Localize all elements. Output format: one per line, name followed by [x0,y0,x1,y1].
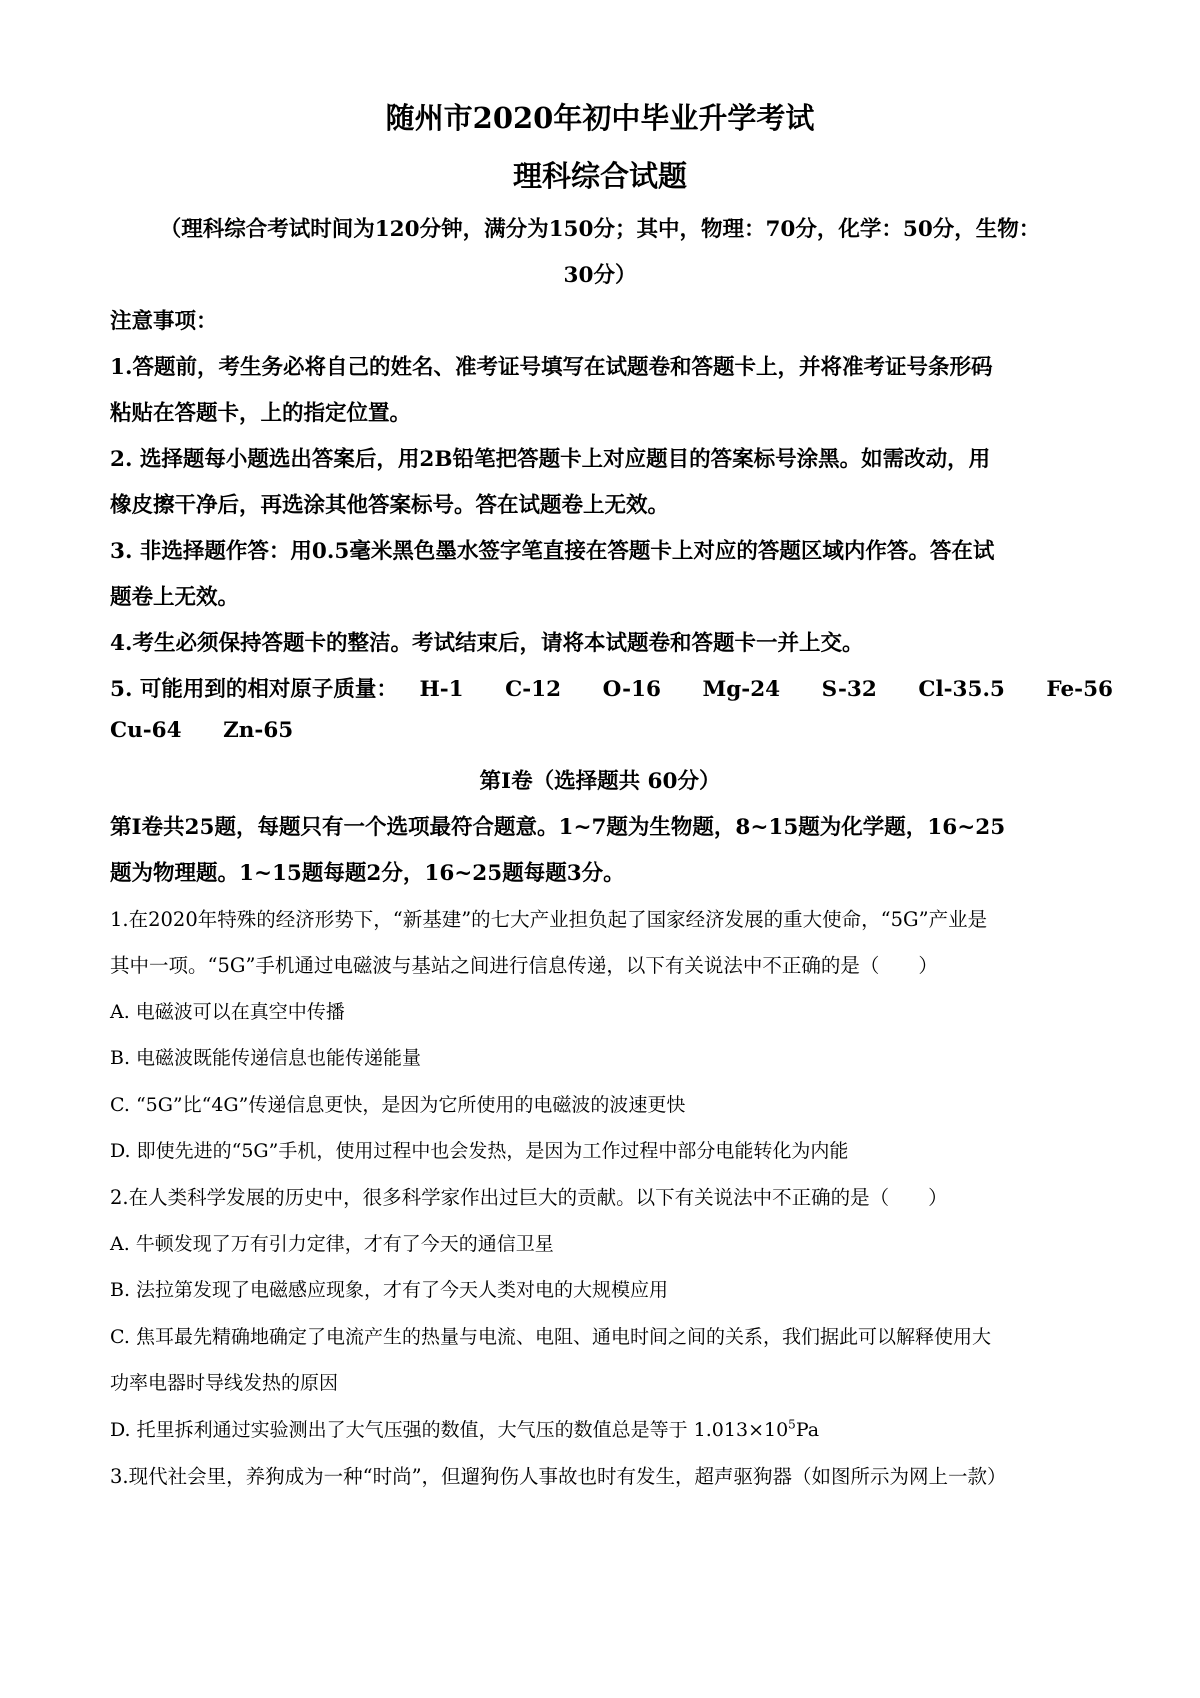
note-2-line-2: 橡皮擦干净后，再选涂其他答案标号。答在试题卷上无效。 [110,493,670,518]
question-2-line-1: 2.在人类科学发展的历史中，很多科学家作出过巨大的贡献。以下有关说法中不正确的是（ ） [110,1186,948,1209]
section-heading: 第I卷（选择题共 60分） [479,769,721,794]
question-3-line-1: 3.现代社会里，养狗成为一种“时尚”，但遛狗伤人事故也时有发生，超声驱狗器（如图所示为网上一款） [110,1465,1007,1488]
atomic-mass-h: H-1 [419,677,464,702]
atomic-mass-cu: Cu-64 [110,718,182,743]
atomic-mass-o: O-16 [602,677,661,702]
note-4: 4.考生必须保持答题卡的整洁。考试结束后，请将本试题卷和答题卡一并上交。 [110,631,864,656]
atomic-mass-zn: Zn-65 [223,718,294,743]
question-1-option-d: D. 即使先进的“5G”手机，使用过程中也会发热，是因为工作过程中部分电能转化为内能 [110,1140,849,1162]
question-1-line-2: 其中一项。“5G”手机通过电磁波与基站之间进行信息传递，以下有关说法中不正确的是（ ） [110,954,938,977]
question-1-option-b: B. 电磁波既能传递信息也能传递能量 [110,1047,422,1069]
exam-info-line-2: 30分） [563,263,637,288]
question-2-option-a: A. 牛顿发现了万有引力定律，才有了今天的通信卫星 [110,1233,554,1255]
note-5-label: 5. 可能用到的相对原子质量： [110,677,398,702]
note-3-line-1: 3. 非选择题作答：用0.5毫米黑色墨水签字笔直接在答题卡上对应的答题区域内作答。答在试 [110,539,995,564]
question-2-option-d-text: D. 托里拆利通过实验测出了大气压强的数值，大气压的数值总是等于 1.013×10 [110,1419,789,1441]
note-5-line-2 [110,718,1100,743]
exam-info-line-1: （理科综合考试时间为120分钟，满分为150分；其中，物理：70分，化学：50分，生物： [159,217,1041,242]
notes-heading: 注意事项： [110,309,218,334]
atomic-mass-cl: Cl-35.5 [918,677,1005,702]
question-2-option-c-line-1: C. 焦耳最先精确地确定了电流产生的热量与电流、电阻、通电时间之间的关系，我们据此可以解释使用大 [110,1326,991,1348]
atomic-mass-mg: Mg-24 [702,677,781,702]
atomic-mass-fe: Fe-56 [1046,677,1114,702]
question-2-option-c-line-2: 功率电器时导线发热的原因 [110,1372,339,1394]
question-1-line-1: 1.在2020年特殊的经济形势下，“新基建”的七大产业担负起了国家经济发展的重大使命，“5G”产业是 [110,908,988,931]
exam-subtitle: 理科综合试题 [512,159,687,193]
note-3-line-2: 题卷上无效。 [110,585,240,610]
question-2-option-d-unit: Pa [795,1419,820,1441]
question-1-option-c: C. “5G”比“4G”传递信息更快，是因为它所使用的电磁波的波速更快 [110,1094,686,1116]
note-1-line-1: 1.答题前，考生务必将自己的姓名、准考证号填写在试题卷和答题卡上，并将准考证号条形码 [110,355,993,380]
question-2-option-d-exponent: 5 [788,1417,796,1432]
note-1-line-2: 粘贴在答题卡，上的指定位置。 [110,401,412,426]
section-intro-line-2: 题为物理题。1~15题每题2分，16~25题每题3分。 [110,861,625,886]
atomic-mass-s: S-32 [821,677,877,702]
note-2-line-1: 2. 选择题每小题选出答案后，用2B铅笔把答题卡上对应题目的答案标号涂黑。如需改动，用 [110,447,991,472]
section-intro-line-1: 第I卷共25题，每题只有一个选项最符合题意。1~7题为生物题，8~15题为化学题，16~25 [110,815,1006,840]
question-2-option-d [110,1415,1100,1442]
question-2-option-b: B. 法拉第发现了电磁感应现象，才有了今天人类对电的大规模应用 [110,1279,669,1301]
atomic-mass-c: C-12 [505,677,562,702]
exam-title: 随州市2020年初中毕业升学考试 [385,101,815,135]
question-1-option-a: A. 电磁波可以在真空中传播 [110,1001,345,1023]
note-5-line-1 [110,672,1114,703]
